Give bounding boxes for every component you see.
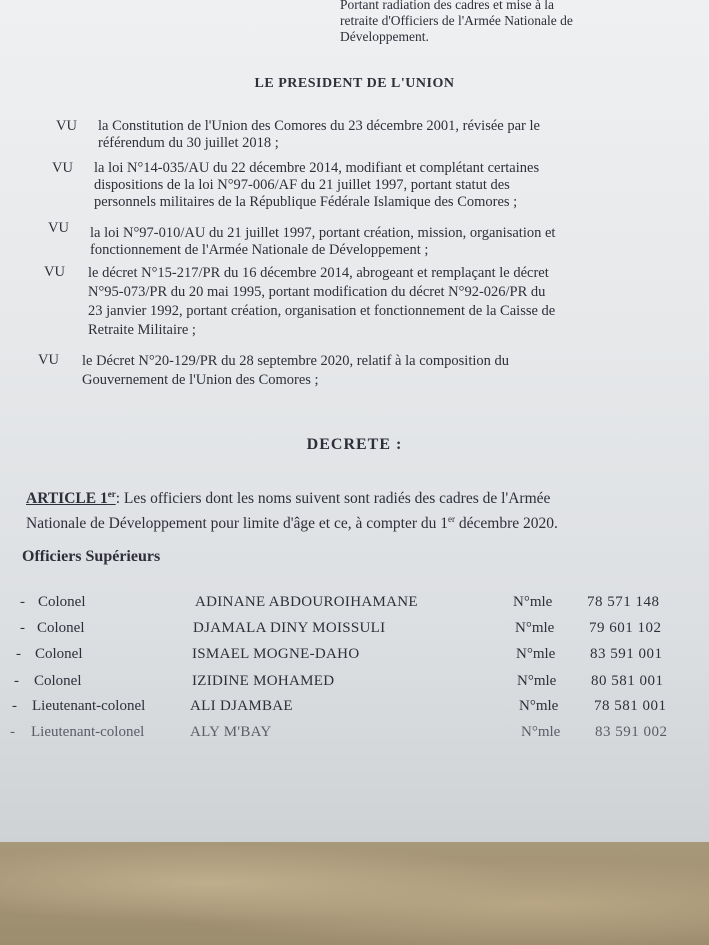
list-dash: - (14, 673, 19, 689)
officer-name: ALY M'BAY (190, 724, 272, 740)
officer-rank: Lieutenant-colonel (32, 698, 146, 714)
officer-name: ADINANE ABDOUROIHAMANE (195, 594, 418, 610)
visa-line: Gouvernement de l'Union des Comores ; (82, 372, 319, 388)
visa-label: VU (38, 352, 59, 368)
officer-rank: Lieutenant-colonel (31, 724, 145, 740)
officer-row (14, 673, 700, 695)
visa-line: dispositions de la loi N°97-006/AF du 21 juillet 1997, portant statut des (94, 177, 510, 193)
visa-line: la Constitution de l'Union des Comores du 23 décembre 2001, révisée par le (98, 118, 540, 134)
list-dash: - (16, 646, 21, 662)
officer-rank: Colonel (35, 646, 83, 662)
subject-line: Portant radiation des cadres et mise à la (340, 0, 555, 12)
visa-text (82, 352, 509, 390)
visa-text (88, 264, 555, 340)
mle-label: N°mle (519, 698, 559, 714)
visa-item (0, 220, 709, 260)
article-text: : Les officiers dont les noms suivent sont radiés des cadres de l'Armée (115, 490, 551, 508)
visa-line: la loi N°14-035/AU du 22 décembre 2014, modifiant et complétant certaines (94, 160, 540, 176)
visa-text (98, 118, 540, 152)
subject-line: Développement. (340, 29, 429, 44)
mle-label: N°mle (516, 646, 556, 662)
visa-text (94, 160, 539, 211)
officer-number: 79 601 102 (589, 620, 662, 636)
article-1 (26, 484, 676, 534)
article-label (26, 490, 116, 507)
mle-label: N°mle (513, 594, 553, 610)
list-dash: - (10, 724, 15, 740)
decree-heading: DECRETE : (306, 436, 403, 453)
visa-line: la loi N°97-010/AU du 21 juillet 1997, portant création, mission, organisation et (90, 225, 556, 241)
officer-row (10, 724, 700, 746)
officer-name: ALI DJAMBAE (190, 698, 293, 714)
officer-number: 83 591 001 (590, 646, 663, 662)
officer-row (20, 620, 700, 642)
visa-label: VU (44, 264, 65, 280)
visa-item (0, 118, 709, 158)
visa-line: le Décret N°20-129/PR du 28 septembre 2020, relatif à la composition du (82, 353, 510, 369)
visa-line: N°95-073/PR du 20 mai 1995, portant modification du décret N°92-026/PR du (88, 284, 546, 300)
article-text: Nationale de Développement pour limite d'âge et ce, à compter du 1 (26, 515, 448, 533)
visa-line: fonctionnement de l'Armée Nationale de Développement ; (90, 242, 429, 258)
officer-name: DJAMALA DINY MOISSULI (193, 620, 386, 636)
officer-number: 78 571 148 (587, 594, 660, 610)
article-label-sup: er (107, 489, 116, 499)
visa-label: VU (56, 118, 77, 134)
decree-subject (340, 0, 650, 45)
article-text-sup: er (448, 514, 455, 525)
officer-number: 80 581 001 (591, 673, 664, 689)
visa-line: référendum du 30 juillet 2018 ; (98, 135, 279, 151)
officer-name: IZIDINE MOHAMED (192, 673, 335, 689)
officer-row (12, 698, 700, 720)
subject-line: retraite d'Officiers de l'Armée Nationale de (340, 13, 573, 28)
background-surface (0, 842, 709, 945)
visa-line: le décret N°15-217/PR du 16 décembre 2014, abrogeant et remplaçant le décret (88, 265, 549, 281)
visa-label: VU (48, 220, 69, 236)
officer-number: 83 591 002 (595, 724, 668, 740)
visa-item (0, 264, 709, 340)
issuer-heading: LE PRESIDENT DE L'UNION (254, 76, 455, 91)
article-label-text: ARTICLE 1 (26, 490, 108, 508)
officer-rank: Colonel (37, 620, 85, 636)
visa-line: Retraite Militaire ; (88, 322, 196, 338)
visa-text (90, 225, 555, 259)
officer-name: ISMAEL MOGNE-DAHO (192, 646, 360, 662)
visa-item (0, 160, 709, 216)
officer-row (20, 594, 700, 616)
list-dash: - (20, 620, 25, 636)
visa-line: 23 janvier 1992, portant création, organisation et fonctionnement de la Caisse de (88, 303, 556, 319)
officer-number: 78 581 001 (594, 698, 667, 714)
officer-rank: Colonel (38, 594, 86, 610)
list-dash: - (12, 698, 17, 714)
article-text: décembre 2020. (455, 515, 558, 533)
officer-rank: Colonel (34, 673, 82, 689)
list-dash: - (20, 594, 25, 610)
visa-item (0, 352, 709, 392)
officer-row (16, 646, 700, 668)
visa-line: personnels militaires de la République Fédérale Islamique des Comores ; (94, 194, 518, 210)
section-title: Officiers Supérieurs (22, 548, 161, 565)
mle-label: N°mle (521, 724, 561, 740)
mle-label: N°mle (517, 673, 557, 689)
visa-label: VU (52, 160, 73, 176)
mle-label: N°mle (515, 620, 555, 636)
